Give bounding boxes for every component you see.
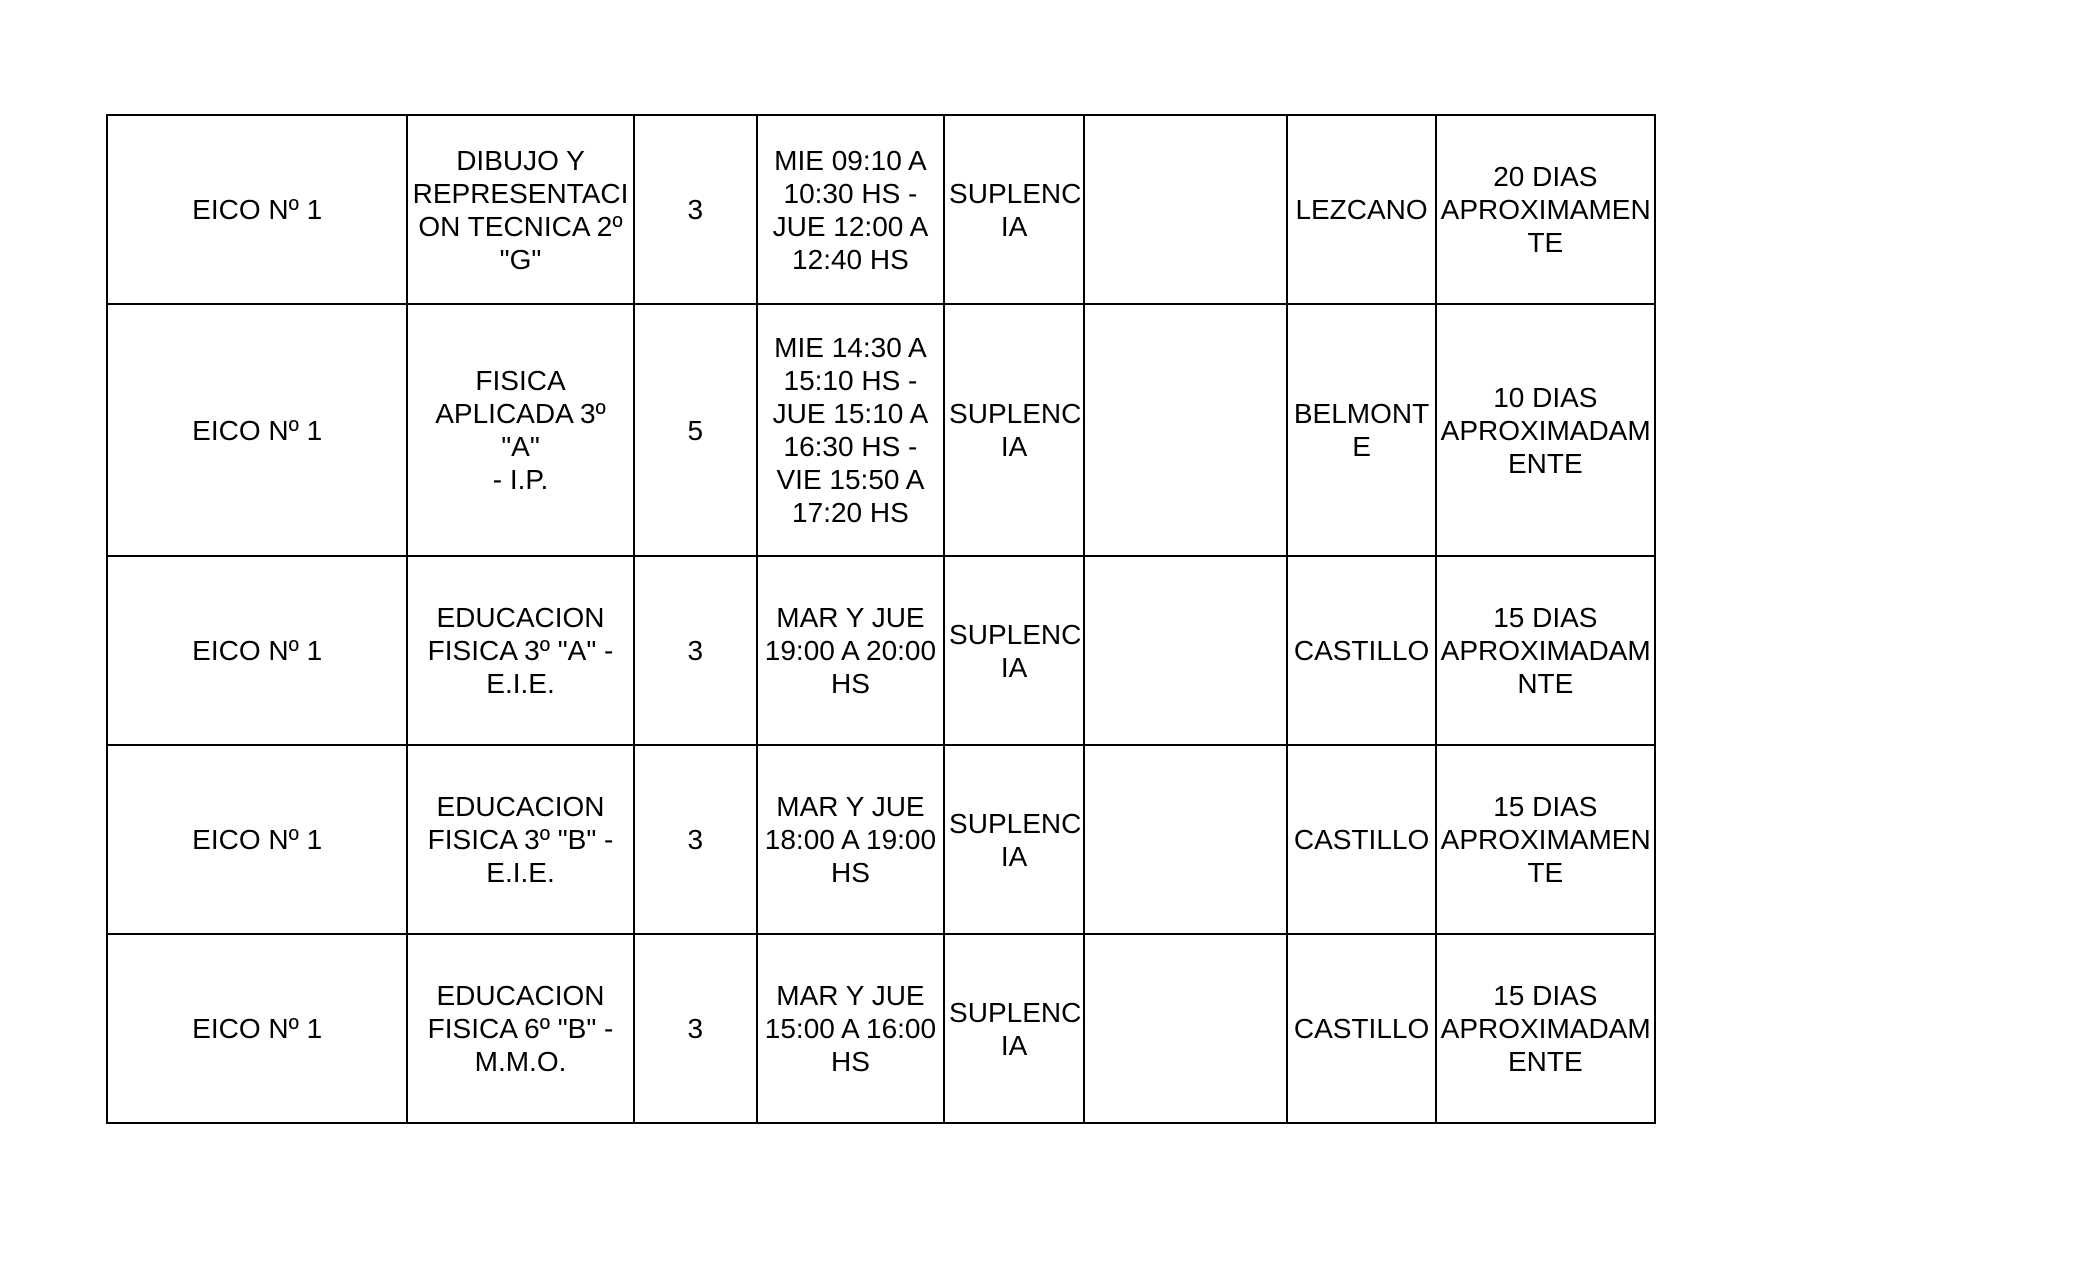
school-cell: EICO Nº 1 [107,556,407,745]
subject-cell: FISICA APLICADA 3º "A" - I.P. [407,304,633,556]
hours-cell: 5 [634,304,757,556]
hours-cell: 3 [634,115,757,304]
vacancy-table [106,114,1656,1124]
schedule-cell: MIE 14:30 A 15:10 HS - JUE 15:10 A 16:30 HS - VIE 15:50 A 17:20 HS [757,304,944,556]
teacher-cell: CASTILLO [1287,934,1435,1123]
position-type-cell: SUPLENC IA [944,934,1084,1123]
position-type-cell: SUPLENC IA [944,745,1084,934]
subject-cell: DIBUJO Y REPRESENTACI ON TECNICA 2º "G" [407,115,633,304]
schedule-cell: MIE 09:10 A 10:30 HS - JUE 12:00 A 12:40 HS [757,115,944,304]
empty-cell [1084,115,1287,304]
duration-cell: 15 DIAS APROXIMADAM ENTE [1436,934,1655,1123]
position-type-cell: SUPLENC IA [944,115,1084,304]
subject-cell: EDUCACION FISICA 6º "B" - M.M.O. [407,934,633,1123]
school-cell: EICO Nº 1 [107,115,407,304]
teacher-cell: CASTILLO [1287,745,1435,934]
schedule-cell: MAR Y JUE 19:00 A 20:00 HS [757,556,944,745]
position-type-cell: SUPLENC IA [944,556,1084,745]
subject-cell: EDUCACION FISICA 3º "B" - E.I.E. [407,745,633,934]
hours-cell: 3 [634,934,757,1123]
school-cell: EICO Nº 1 [107,304,407,556]
empty-cell [1084,745,1287,934]
duration-cell: 20 DIAS APROXIMAMEN TE [1436,115,1655,304]
empty-cell [1084,934,1287,1123]
teacher-cell: BELMONT E [1287,304,1435,556]
table-row [107,304,1655,556]
table-row [107,934,1655,1123]
hours-cell: 3 [634,556,757,745]
subject-cell: EDUCACION FISICA 3º "A" - E.I.E. [407,556,633,745]
hours-cell: 3 [634,745,757,934]
duration-cell: 15 DIAS APROXIMAMEN TE [1436,745,1655,934]
duration-cell: 15 DIAS APROXIMADAM NTE [1436,556,1655,745]
school-cell: EICO Nº 1 [107,745,407,934]
empty-cell [1084,304,1287,556]
duration-cell: 10 DIAS APROXIMADAM ENTE [1436,304,1655,556]
schedule-cell: MAR Y JUE 18:00 A 19:00 HS [757,745,944,934]
table-row [107,745,1655,934]
teacher-cell: LEZCANO [1287,115,1435,304]
teacher-cell: CASTILLO [1287,556,1435,745]
school-cell: EICO Nº 1 [107,934,407,1123]
schedule-cell: MAR Y JUE 15:00 A 16:00 HS [757,934,944,1123]
table-row [107,556,1655,745]
table-row [107,115,1655,304]
position-type-cell: SUPLENC IA [944,304,1084,556]
empty-cell [1084,556,1287,745]
